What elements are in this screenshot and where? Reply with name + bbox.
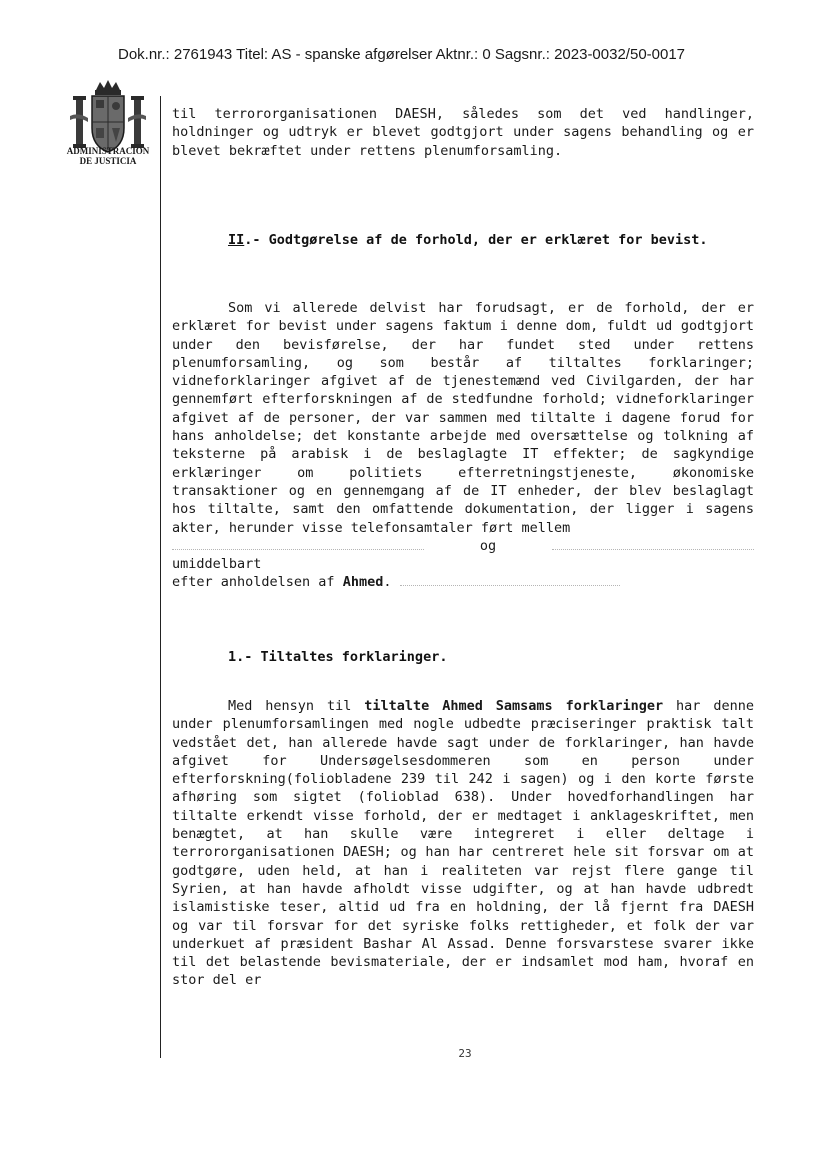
main-paragraph-og: og xyxy=(479,537,497,554)
main-paragraph-text: Som vi allerede delvist har forudsagt, er de forhold, der er erklæret for bevist under sagens faktum i denne dom, fuldt ud godtgjort under den bevisførelse, der har fundet sted under rettens plenumforsamling, og som består af tiltaltes forklaringer; vidneforklaringer afgivet af de tjenestemænd ved Civilgarden, der har gennemført efterforskningen af de stedfundne forhold; vidneforklaringer afgivet af de personer, der var sammen med tiltalte i dagene forud for hans anholdelse; det konstante arbejde med oversættelse og tolkning af teksterne på arabisk i de beslaglagte IT effekter; de sagkyndige erklæringer om politiets efterretningstjeneste, økonomiske transaktioner og en gennemgang af de IT enheder, der blev beslaglagt hos tiltalte, samt den omfattende dokumentation, der ligger i sagens akter, herunder visse telefonsamtaler ført mellem xyxy=(172,300,754,536)
second-paragraph xyxy=(172,697,754,990)
main-paragraph-name: Ahmed xyxy=(342,574,384,591)
section-heading-text: .- Godtgørelse af de forhold, der er erklæret for bevist. xyxy=(244,232,708,248)
logo-caption-line2: DE JUSTICIA xyxy=(79,156,137,166)
subsection-heading-text: 1.- Tiltaltes forklaringer. xyxy=(228,649,448,665)
redaction-2 xyxy=(552,549,754,550)
second-paragraph-start: Med hensyn til xyxy=(228,698,352,714)
redaction-3 xyxy=(400,585,620,586)
document-reference-header: Dok.nr.: 2761943 Titel: AS - spanske afgørelser Aktnr.: 0 Sagsnr.: 2023-0032/50-0017 xyxy=(118,46,686,63)
second-paragraph-bold: tiltalte Ahmed Samsams forklaringer xyxy=(364,698,664,714)
logo-caption-line1: ADMINISTRACION xyxy=(66,146,150,156)
redaction-1 xyxy=(172,549,424,550)
section-heading xyxy=(172,231,754,249)
second-paragraph-rest: har denne under plenumforsamlingen med nogle udbedte præciseringer praktisk talt vedstået det, han allerede havde sagt under de forklaringer, han havde afgivet for Undersøgelsesdommeren som en person under efterforskning(foliobladene 239 til 242 i sagen) og i den korte første afhøring som sigtet (folioblad 638). Under hovedforhandlingen har tiltalte erkendt visse forhold, der er medtaget i anklageskriftet, men benægtet, at han skulle være integreret i eller deltage i terrororganisationen DAESH; og han har centreret hele sit forsvar om at godtgøre, uden held, at han i realiteten var rejst flere gange til Syrien, at han havde afholdt visse udgifter, og at han havde udbredt islamistiske teser, altid ud fra en holdning, der lå fjernt fra DAESH og var til forsvar for det syriske folks rettigheder, et folk der var underkuet af præsident Bashar Al Assad. Denne forsvarstese svarer ikke til det belastende bevismateriale, der er indsamlet mod ham, hvoraf en stor del er xyxy=(172,698,754,989)
main-paragraph-end: . xyxy=(383,574,392,591)
main-paragraph-tail2: efter anholdelsen af xyxy=(172,574,335,591)
logo-caption xyxy=(58,146,158,166)
intro-paragraph: til terrororganisationen DAESH, således som det ved handlinger, holdninger og udtryk er blevet godtgjort under sagens behandling og er blevet bekræftet under rettens plenumforsamling. xyxy=(172,106,754,159)
section-numeral: II xyxy=(228,232,245,248)
margin-rule xyxy=(160,96,161,1058)
main-paragraph-tail1: umiddelbart xyxy=(172,556,262,573)
main-paragraph xyxy=(172,299,754,592)
subsection-heading xyxy=(172,648,754,666)
page-number: 23 xyxy=(458,1047,472,1060)
